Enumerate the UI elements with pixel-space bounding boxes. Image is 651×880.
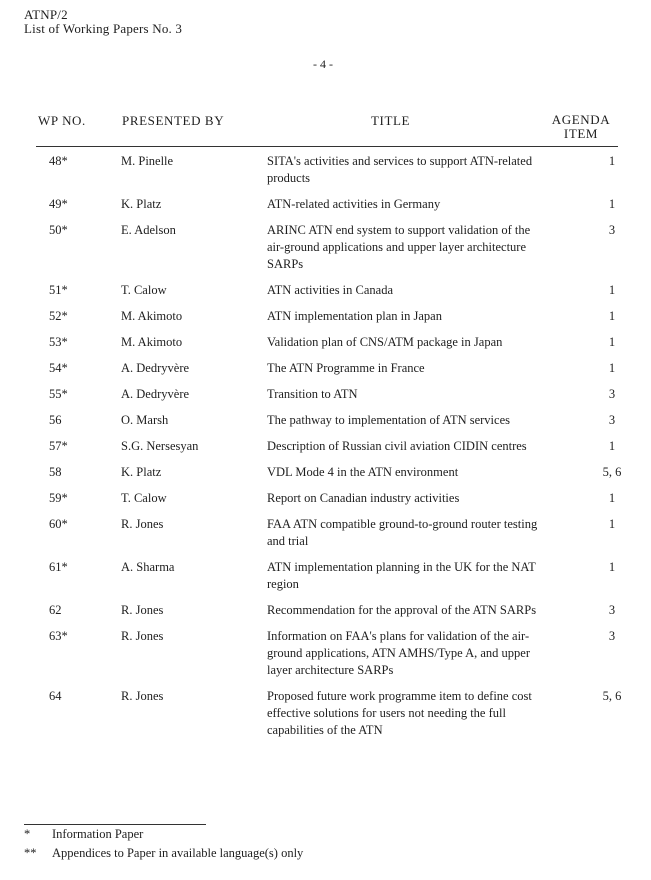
- title-cell: ATN implementation planning in the UK for the NAT region: [267, 560, 536, 591]
- table-row: [0, 628, 651, 679]
- presented-by-cell: K. Platz: [121, 465, 162, 479]
- wp-no-cell: 64: [49, 689, 62, 703]
- presented-by-cell: R. Jones: [121, 517, 164, 531]
- wp-no-cell: 50*: [49, 223, 68, 237]
- wp-no-cell: 58: [49, 465, 62, 479]
- table-row: [0, 490, 651, 507]
- presented-by-cell: M. Akimoto: [121, 309, 183, 323]
- agenda-item-cell: 1: [608, 283, 616, 297]
- wp-no-cell: 48*: [49, 154, 68, 168]
- wp-no-cell: 60*: [49, 517, 68, 531]
- title-cell: VDL Mode 4 in the ATN environment: [267, 465, 459, 479]
- footnote-mark: **: [24, 846, 37, 860]
- presented-by-cell: K. Platz: [121, 197, 162, 211]
- agenda-item-cell: 1: [608, 197, 616, 211]
- column-header-wp-no: WP NO.: [38, 113, 86, 128]
- presented-by-cell: M. Akimoto: [121, 335, 183, 349]
- table-row: [0, 386, 651, 403]
- wp-no-cell: 63*: [49, 629, 68, 643]
- table-row: [0, 559, 651, 593]
- page-number: - 4 -: [313, 57, 333, 71]
- agenda-item-cell: 1: [608, 154, 616, 168]
- agenda-item-cell: 1: [608, 560, 616, 574]
- table-row: [0, 334, 651, 351]
- presented-by-cell: A. Sharma: [121, 560, 175, 574]
- title-cell: ATN-related activities in Germany: [267, 197, 441, 211]
- agenda-item-cell: 3: [608, 387, 616, 401]
- wp-no-cell: 51*: [49, 283, 68, 297]
- document-subtitle: List of Working Papers No. 3: [24, 21, 183, 36]
- presented-by-cell: O. Marsh: [121, 413, 169, 427]
- wp-no-cell: 53*: [49, 335, 68, 349]
- table-row: [0, 196, 651, 213]
- title-cell: The ATN Programme in France: [267, 361, 425, 375]
- title-cell: ATN activities in Canada: [267, 283, 394, 297]
- title-cell: FAA ATN compatible ground-to-ground router testing and trial: [267, 517, 538, 548]
- column-header-presented-by: PRESENTED BY: [122, 113, 225, 128]
- presented-by-cell: E. Adelson: [121, 223, 176, 237]
- footnote-information-paper: [24, 827, 143, 842]
- agenda-item-cell: 1: [608, 309, 616, 323]
- table-row: [0, 412, 651, 429]
- table-row: [0, 464, 651, 481]
- footnote-text: Appendices to Paper in available language(s) only: [52, 846, 304, 860]
- agenda-item-cell: 1: [608, 439, 616, 453]
- agenda-item-cell: 1: [608, 517, 616, 531]
- presented-by-cell: T. Calow: [121, 491, 167, 505]
- wp-no-cell: 55*: [49, 387, 68, 401]
- wp-no-cell: 62: [49, 603, 62, 617]
- table-row: [0, 222, 651, 273]
- header-rule: [36, 146, 618, 147]
- table-row: [0, 360, 651, 377]
- title-cell: The pathway to implementation of ATN services: [267, 413, 510, 427]
- wp-no-cell: 61*: [49, 560, 68, 574]
- table-row: [0, 153, 651, 187]
- presented-by-cell: R. Jones: [121, 689, 164, 703]
- column-header-title: TITLE: [371, 113, 411, 128]
- footnote-rule: [24, 824, 206, 825]
- title-cell: Validation plan of CNS/ATM package in Japan: [267, 335, 503, 349]
- table-row: [0, 516, 651, 550]
- footnote-text: Information Paper: [52, 827, 144, 841]
- wp-no-cell: 57*: [49, 439, 68, 453]
- title-cell: ARINC ATN end system to support validation of the air-ground applications and upper layer architecture SARPs: [267, 223, 531, 271]
- presented-by-cell: R. Jones: [121, 629, 164, 643]
- table-row: [0, 688, 651, 739]
- presented-by-cell: A. Dedryvère: [121, 387, 190, 401]
- table-row: [0, 282, 651, 299]
- table-row: [0, 602, 651, 619]
- document-id: ATNP/2: [24, 7, 68, 22]
- title-cell: Recommendation for the approval of the ATN SARPs: [267, 603, 537, 617]
- column-header-agenda-item: [546, 113, 616, 141]
- title-cell: Description of Russian civil aviation CIDIN centres: [267, 439, 527, 453]
- table-row: [0, 308, 651, 325]
- agenda-header-line2: ITEM: [563, 126, 599, 141]
- title-cell: Report on Canadian industry activities: [267, 491, 460, 505]
- wp-no-cell: 49*: [49, 197, 68, 211]
- presented-by-cell: R. Jones: [121, 603, 164, 617]
- wp-no-cell: 52*: [49, 309, 68, 323]
- wp-no-cell: 59*: [49, 491, 68, 505]
- agenda-item-cell: 3: [608, 629, 616, 643]
- wp-no-cell: 56: [49, 413, 62, 427]
- agenda-item-cell: 1: [608, 335, 616, 349]
- footnote-appendices: [24, 846, 303, 861]
- agenda-item-cell: 5, 6: [602, 689, 622, 703]
- title-cell: ATN implementation plan in Japan: [267, 309, 442, 323]
- document-header: [24, 8, 182, 36]
- title-cell: Information on FAA's plans for validation of the air-ground applications, ATN AMHS/Type A, and upper layer architecture SARPs: [267, 629, 530, 677]
- working-papers-table: [0, 153, 651, 739]
- title-cell: Proposed future work programme item to define cost effective solutions for users not needing the full capabilities of the ATN: [267, 689, 532, 737]
- presented-by-cell: S.G. Nersesyan: [121, 439, 199, 453]
- table-row: [0, 438, 651, 455]
- title-cell: Transition to ATN: [267, 387, 358, 401]
- wp-no-cell: 54*: [49, 361, 68, 375]
- agenda-header-line1: AGENDA: [551, 112, 611, 127]
- agenda-item-cell: 3: [608, 223, 616, 237]
- agenda-item-cell: 3: [608, 413, 616, 427]
- presented-by-cell: M. Pinelle: [121, 154, 174, 168]
- title-cell: SITA's activities and services to support ATN-related products: [267, 154, 533, 185]
- agenda-item-cell: 5, 6: [602, 465, 622, 479]
- presented-by-cell: T. Calow: [121, 283, 167, 297]
- agenda-item-cell: 1: [608, 361, 616, 375]
- agenda-item-cell: 3: [608, 603, 616, 617]
- agenda-item-cell: 1: [608, 491, 616, 505]
- presented-by-cell: A. Dedryvère: [121, 361, 190, 375]
- footnote-mark: *: [24, 827, 31, 841]
